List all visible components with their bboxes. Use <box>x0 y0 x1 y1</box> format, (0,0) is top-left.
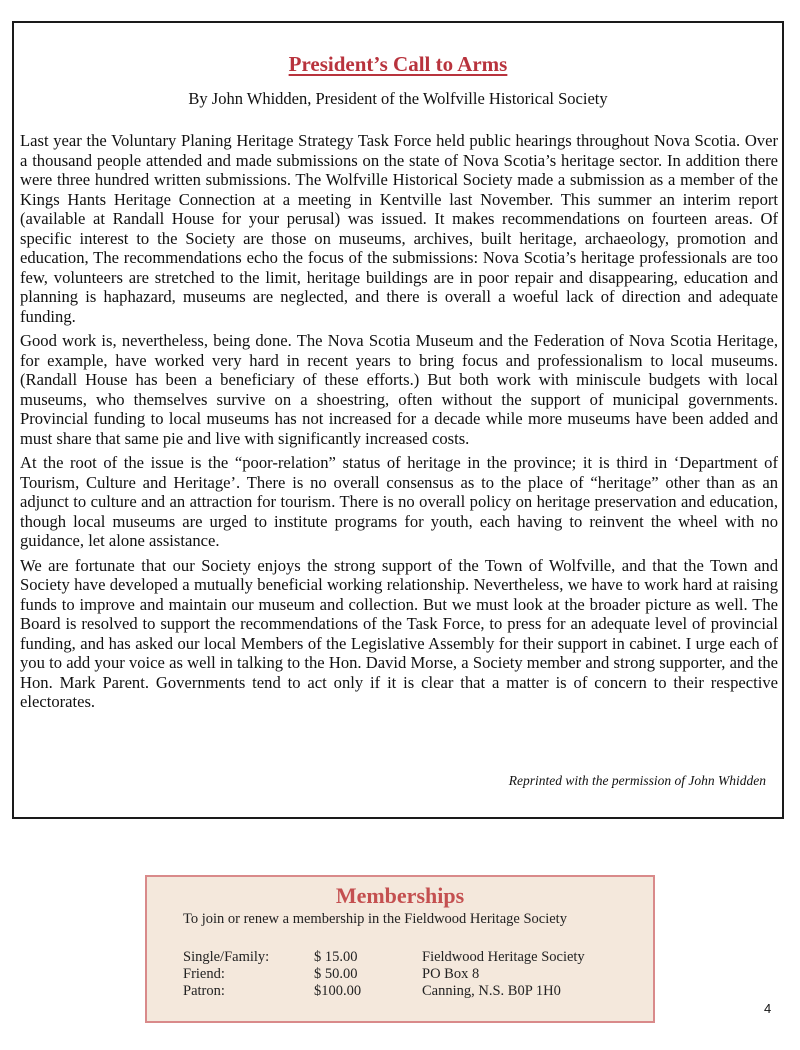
article-paragraph-3: At the root of the issue is the “poor-relation” status of heritage in the province; it is third in ‘Department of Tourism, Culture and Heritage’. There is no overall consensus as to the place of “heritage” other than as an adjunct to culture and an attraction for tourism. There is no overall policy on heritage preservation and education, though local museums are urged to institute programs for youth, each having to reinvent the wheel with no guidance, let alone assistance. <box>20 453 778 550</box>
article-paragraph-2: Good work is, nevertheless, being done. The Nova Scotia Museum and the Federation of Nova Scotia Heritage, for example, have worked very hard in recent years to bring focus and professionalism to local museums. (Randall House has been a beneficiary of these efforts.) But both work with miniscule budgets with local museums, who themselves survive on a shoestring, often without the support of municipal governments. Provincial funding to local museums has not increased for a decade while more museums have been added and must share that same pie and live with significantly increased costs. <box>20 331 778 448</box>
membership-type: Friend: <box>183 966 225 982</box>
page-number: 4 <box>764 1001 772 1016</box>
article-paragraph-1: Last year the Voluntary Planing Heritage Strategy Task Force held public hearings throughout Nova Scotia. Over a thousand people attended and made submissions on the state of Nova Scotia’s heritage sector. In addition there were three hundred written submissions. The Wolfville Historical Society made a submission as a member of the Kings Hants Heritage Connection at a meeting in Kentville last November. This summer an interim report (available at Randall House for your perusal) was issued. It makes recommendations on fourteen areas. Of specific interest to the Society are those on museums, archives, built heritage, archaeology, promotion and education, The recommendations echo the focus of the submissions: Nova Scotia’s heritage professionals are too few, volunteers are stretched to the limit, heritage buildings are in poor repair and disappearing, education and planning is haphazard, museums are neglected, and there is overall a woeful lack of direction and adequate funding. <box>20 131 778 326</box>
membership-type: Patron: <box>183 983 225 999</box>
mailing-address-line: Fieldwood Heritage Society <box>422 949 585 965</box>
membership-row <box>183 983 585 1000</box>
reprint-note: Reprinted with the permission of John Whidden <box>508 773 766 788</box>
article-body <box>20 131 778 717</box>
article-box <box>12 21 784 819</box>
memberships-intro: To join or renew a membership in the Fieldwood Heritage Society <box>183 911 567 927</box>
membership-type: Single/Family: <box>183 949 270 965</box>
memberships-box <box>145 875 655 1023</box>
memberships-table <box>183 949 585 1000</box>
membership-price: $ 15.00 <box>314 949 358 965</box>
article-paragraph-4: We are fortunate that our Society enjoys the strong support of the Town of Wolfville, and that the Town and Society have developed a mutually beneficial working relationship. Nevertheless, we have to work hard at raising funds to improve and maintain our museum and collection. But we must look at the broader picture as well. The Board is resolved to support the recommendations of the Task Force, to press for an adequate level of provincial funding, and has asked our local Members of the Legislative Assembly for their support in cabinet. I urge each of you to add your voice as well in talking to the Hon. David Morse, a Society member and strong supporter, and the Hon. Mark Parent. Governments tend to act only if it is clear that a matter is of concern to their respective electorates. <box>20 555 778 711</box>
membership-row <box>183 949 585 966</box>
mailing-address-line: Canning, N.S. B0P 1H0 <box>422 983 561 999</box>
membership-price: $ 50.00 <box>314 966 358 982</box>
article-byline: By John Whidden, President of the Wolfville Historical Society <box>188 89 608 108</box>
membership-price: $100.00 <box>314 983 362 999</box>
membership-row <box>183 966 585 983</box>
article-title: President’s Call to Arms <box>288 52 508 76</box>
memberships-title: Memberships <box>335 883 465 908</box>
mailing-address-line: PO Box 8 <box>422 966 480 982</box>
